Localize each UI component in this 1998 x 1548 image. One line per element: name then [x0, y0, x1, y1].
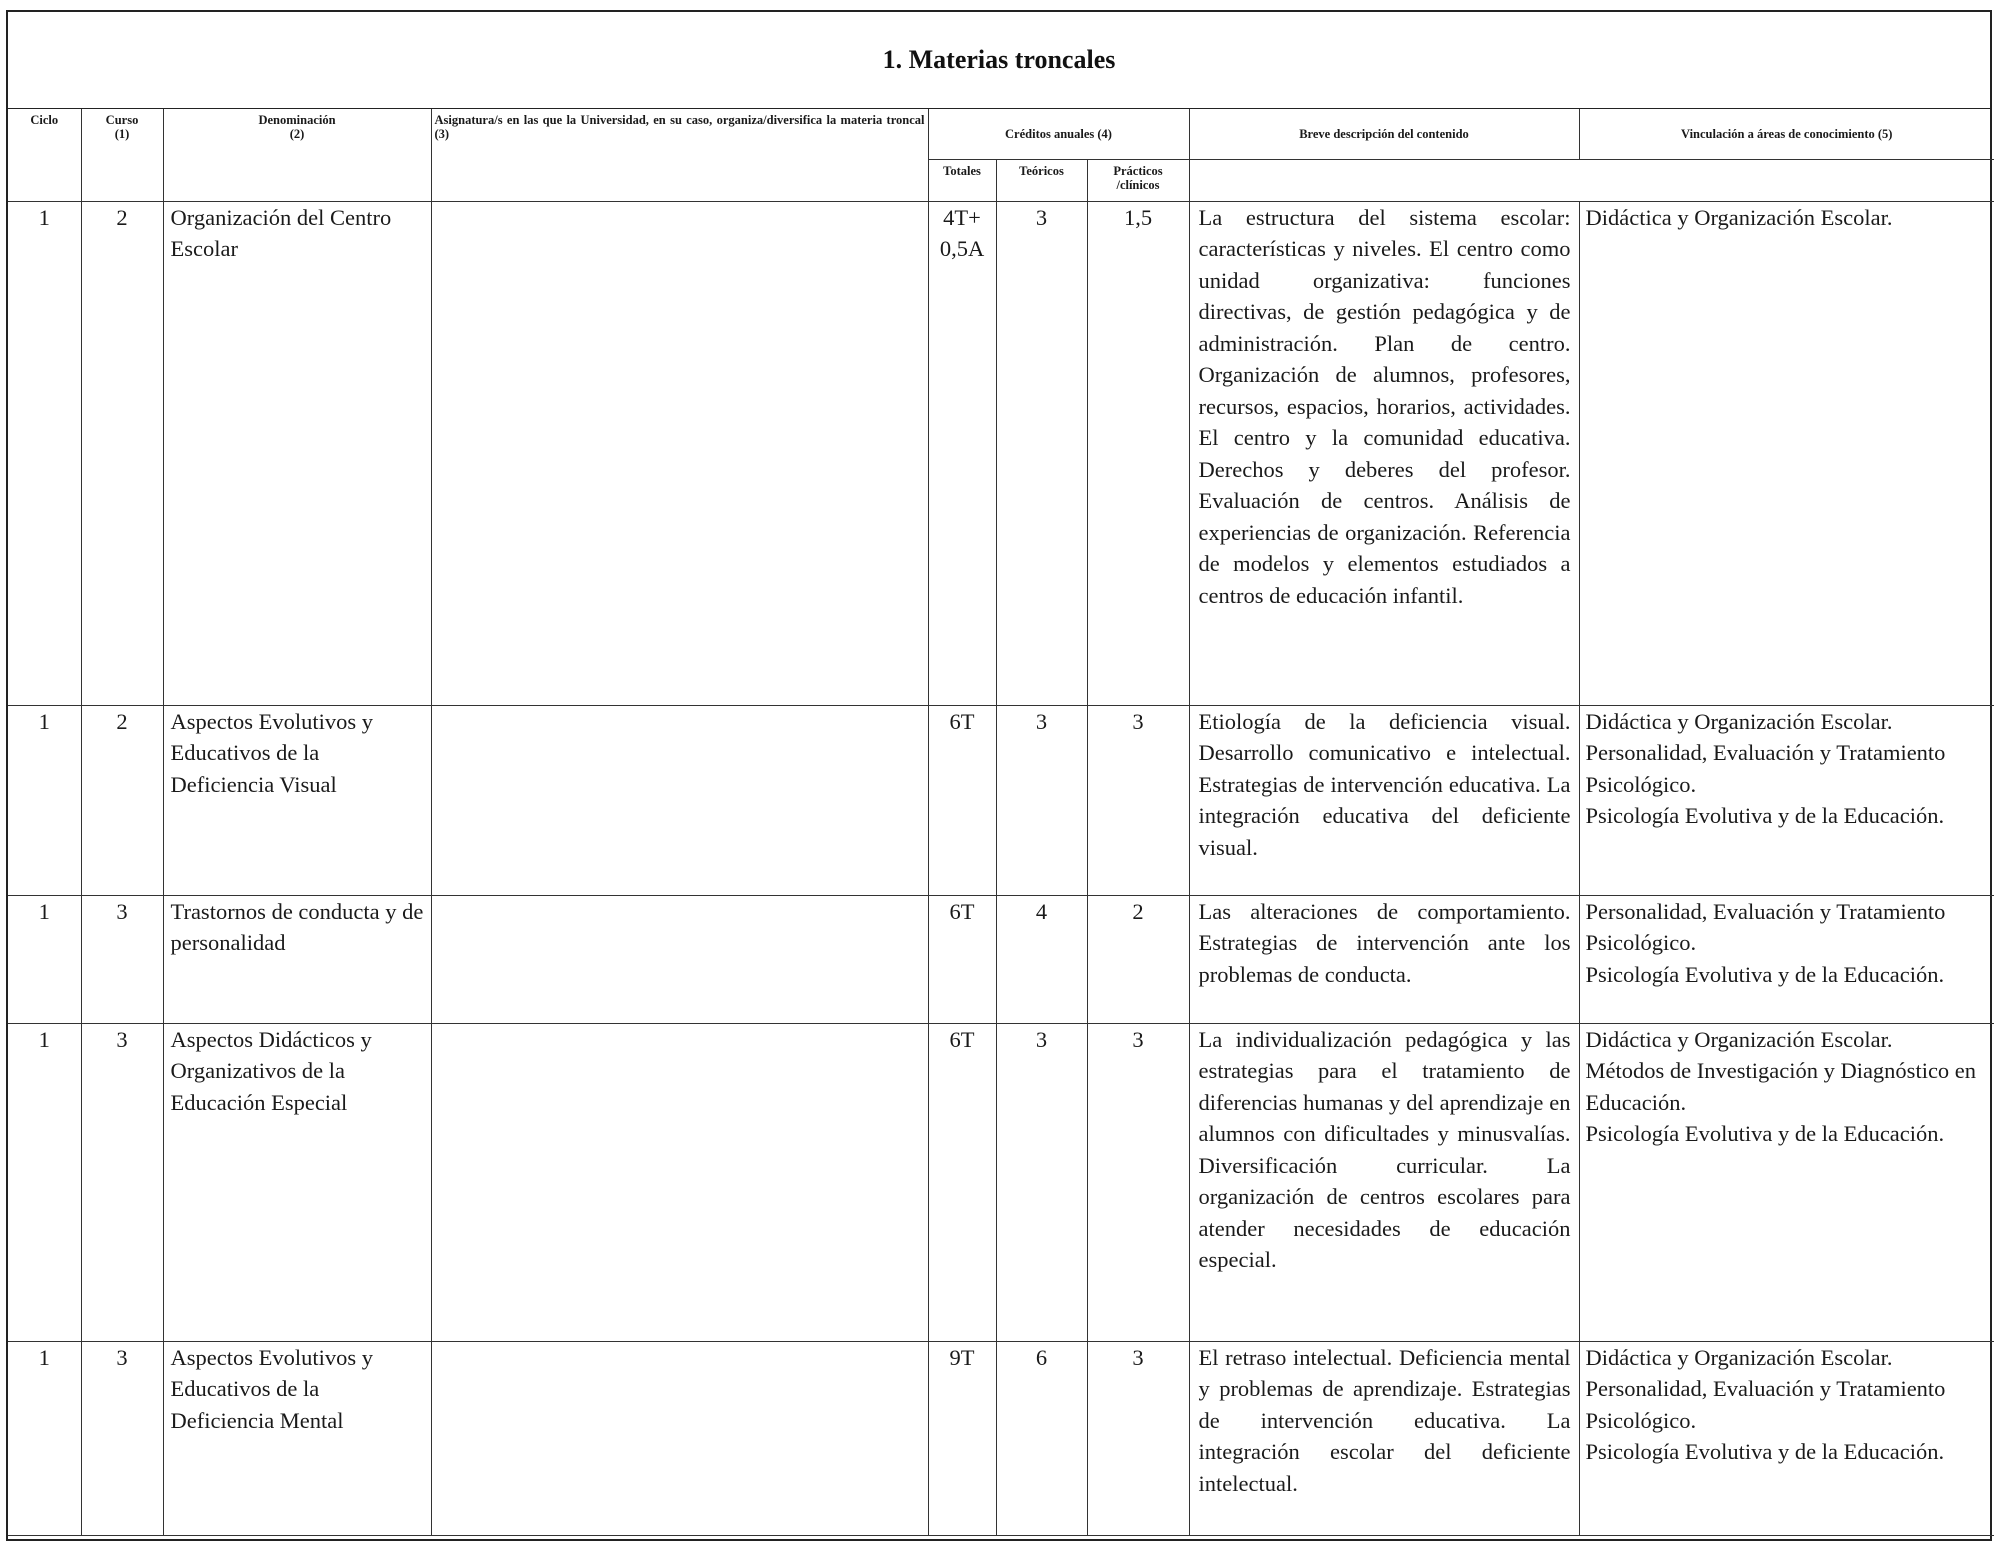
table-row [8, 705, 1994, 895]
cell-vinculacion [1579, 1341, 1994, 1535]
vinculacion-area: Didáctica y Organización Escolar. [1585, 708, 1893, 734]
cell-descripcion: Las alteraciones de comportamiento. Estrategias de intervención ante los problemas de conducta. [1189, 895, 1579, 1023]
cell-asignaturas [431, 705, 928, 895]
cell-teoricos: 3 [996, 201, 1087, 705]
cell-vinculacion [1579, 895, 1994, 1023]
vinculacion-area: Didáctica y Organización Escolar. [1585, 1344, 1893, 1370]
header-denominacion-label: Denominación [258, 113, 336, 127]
cell-teoricos: 6 [996, 1341, 1087, 1535]
cell-denominacion: Aspectos Didácticos y Organizativos de la Educación Especial [163, 1023, 431, 1341]
table-row [8, 895, 1994, 1023]
header-teoricos: Teóricos [996, 159, 1087, 201]
header-practicos: Prácticos /clínicos [1087, 159, 1189, 201]
vinculacion-area: Psicología Evolutiva y de la Educación. [1585, 1121, 1945, 1146]
cell-teoricos: 4 [996, 895, 1087, 1023]
cell-descripcion: El retraso intelectual. Deficiencia mental y problemas de aprendizaje. Estrategias de intervención educativa. La integración escolar del deficiente intelectual. [1189, 1341, 1579, 1535]
vinculacion-area: Personalidad, Evaluación y Tratamiento Psicológico. [1585, 1376, 1946, 1433]
header-row [8, 109, 1994, 159]
header-ciclo: Ciclo [8, 109, 81, 201]
header-curso-note: (1) [114, 127, 130, 142]
header-denominacion [163, 109, 431, 201]
cell-denominacion: Trastornos de conducta y de personalidad [163, 895, 431, 1023]
cell-asignaturas [431, 895, 928, 1023]
header-totales: Totales [928, 159, 996, 201]
cell-denominacion: Organización del Centro Escolar [163, 201, 431, 705]
header-asignaturas: Asignatura/s en las que la Universidad, en su caso, organiza/diversifica la materia troncal (3) [431, 109, 928, 201]
cell-vinculacion [1579, 201, 1994, 705]
cell-curso: 3 [81, 1023, 163, 1341]
cell-totales: 6T [928, 705, 996, 895]
cell-totales: 9T [928, 1341, 996, 1535]
header-curso [81, 109, 163, 201]
header-vinculacion: Vinculación a áreas de conocimiento (5) [1579, 109, 1994, 159]
cell-denominacion: Aspectos Evolutivos y Educativos de la Deficiencia Mental [163, 1341, 431, 1535]
cell-totales: 6T [928, 1023, 996, 1341]
header-curso-label: Curso [105, 113, 139, 127]
cell-vinculacion [1579, 705, 1994, 895]
troncales-table [8, 109, 1994, 1536]
cell-practicos: 1,5 [1087, 201, 1189, 705]
vinculacion-area: Psicología Evolutiva y de la Educación. [1585, 961, 1945, 987]
vinculacion-area: Personalidad, Evaluación y Tratamiento Psicológico. [1585, 898, 1946, 955]
cell-teoricos: 3 [996, 1023, 1087, 1341]
cell-vinculacion [1579, 1023, 1994, 1341]
cell-curso: 2 [81, 201, 163, 705]
cell-practicos: 3 [1087, 1341, 1189, 1535]
header-denominacion-note: (2) [289, 127, 305, 142]
table-row [8, 1023, 1994, 1341]
curriculum-sheet [6, 10, 1992, 1541]
header-creditos: Créditos anuales (4) [928, 109, 1189, 159]
cell-ciclo: 1 [8, 1341, 81, 1535]
cell-curso: 3 [81, 895, 163, 1023]
table-row [8, 1341, 1994, 1535]
cell-descripcion: La individualización pedagógica y las estrategias para el tratamiento de diferencias humanas y del aprendizaje en alumnos con dificultades y minusvalías. Diversificación curricular. La organización de centros escolares para atender necesidades de educación especial. [1189, 1023, 1579, 1341]
cell-ciclo: 1 [8, 705, 81, 895]
cell-totales: 4T+ 0,5A [928, 201, 996, 705]
cell-asignaturas [431, 1023, 928, 1341]
cell-descripcion: La estructura del sistema escolar: características y niveles. El centro como unidad organizativa: funciones directivas, de gestión pedagógica y de administración. Plan de centro. Organización de alumnos, profesores, recursos, espacios, horarios, actividades. El centro y la comunidad educativa. Derechos y deberes del profesor. Evaluación de centros. Análisis de experiencias de organización. Referencia de modelos y elementos estudiados a centros de educación infantil. [1189, 201, 1579, 705]
cell-ciclo: 1 [8, 1023, 81, 1341]
cell-curso: 3 [81, 1341, 163, 1535]
vinculacion-area: Personalidad, Evaluación y Tratamiento Psicológico. [1585, 740, 1946, 797]
table-row [8, 201, 1994, 705]
vinculacion-area: Métodos de Investigación y Diagnóstico en Educación. [1585, 1058, 1977, 1115]
cell-descripcion: Etiología de la deficiencia visual. Desarrollo comunicativo e intelectual. Estrategias de intervención educativa. La integración educativa del deficiente visual. [1189, 705, 1579, 895]
cell-denominacion: Aspectos Evolutivos y Educativos de la Deficiencia Visual [163, 705, 431, 895]
vinculacion-area: Psicología Evolutiva y de la Educación. [1585, 1439, 1945, 1464]
cell-asignaturas [431, 1341, 928, 1535]
cell-ciclo: 1 [8, 895, 81, 1023]
cell-practicos: 3 [1087, 705, 1189, 895]
vinculacion-area: Psicología Evolutiva y de la Educación. [1585, 803, 1945, 828]
cell-practicos: 3 [1087, 1023, 1189, 1341]
cell-asignaturas [431, 201, 928, 705]
header-descripcion: Breve descripción del contenido [1189, 109, 1579, 159]
header-blank [1189, 159, 1994, 201]
section-title: 1. Materias troncales [8, 12, 1990, 109]
vinculacion-area: Didáctica y Organización Escolar. [1585, 1026, 1893, 1052]
cell-ciclo: 1 [8, 201, 81, 705]
cell-teoricos: 3 [996, 705, 1087, 895]
cell-totales: 6T [928, 895, 996, 1023]
cell-curso: 2 [81, 705, 163, 895]
vinculacion-area: Didáctica y Organización Escolar. [1585, 204, 1893, 230]
cell-practicos: 2 [1087, 895, 1189, 1023]
